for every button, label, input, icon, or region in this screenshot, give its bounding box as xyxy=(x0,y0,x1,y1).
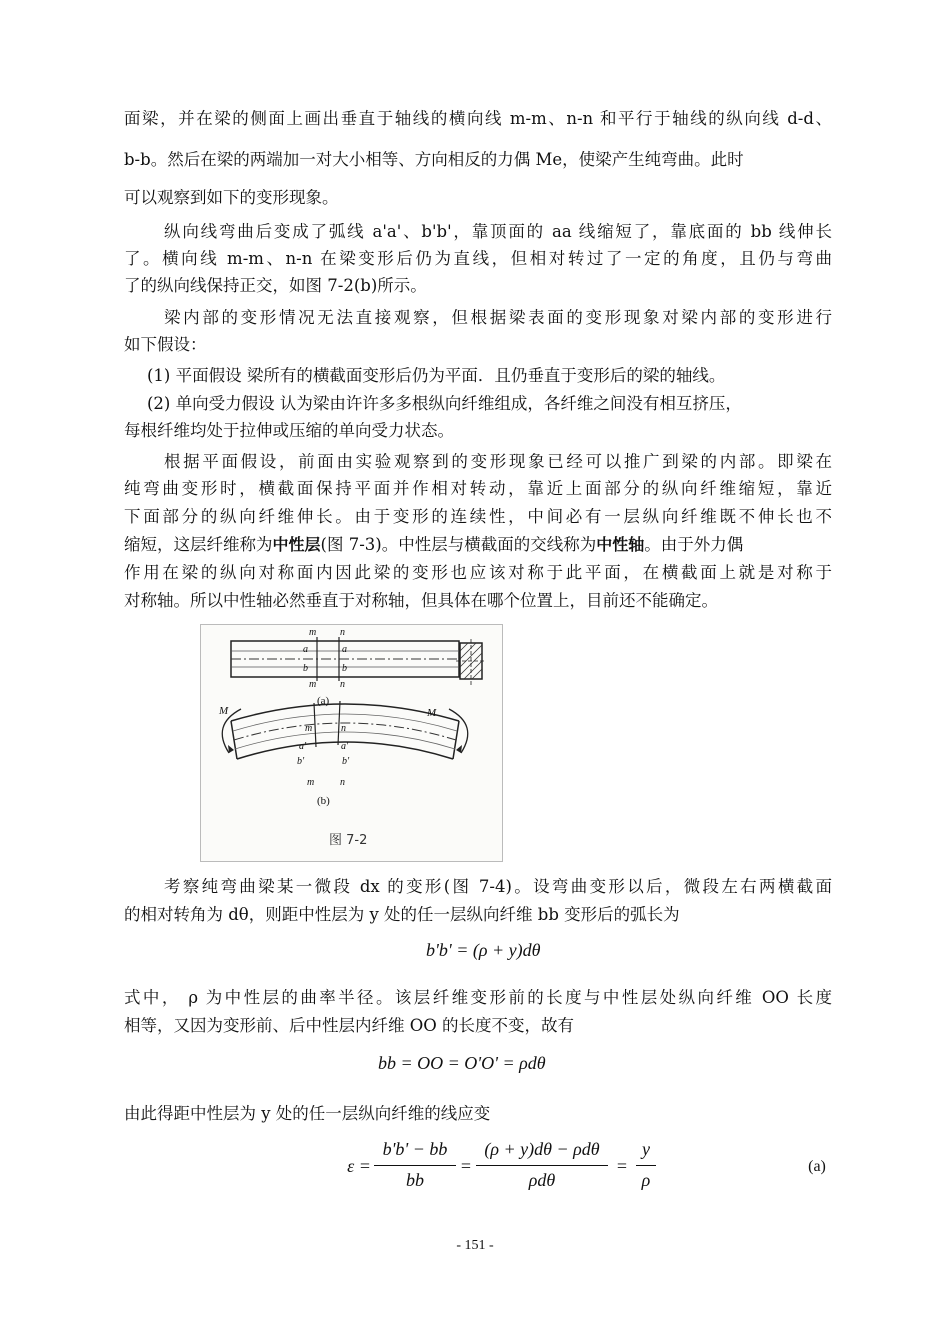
label-b-prime: b' xyxy=(297,756,305,767)
label-n: n xyxy=(340,777,345,788)
label-n: n xyxy=(341,723,346,734)
text-line: 每根纤维均处于拉伸或压缩的单向受力状态。 xyxy=(124,421,454,440)
figure-caption: 图 7-2 xyxy=(329,833,368,848)
text-line: 了的纵向线保持正交，如图 7-2(b)所示。 xyxy=(124,276,427,295)
text-line: 由此得距中性层为 y 处的任一层纵向纤维的线应变 xyxy=(124,1104,491,1123)
fraction-bar xyxy=(374,1165,456,1166)
text-line: 式中， ρ 为中性层的曲率半径。该层纤维变形前的长度与中性层处纵向纤维 OO 长度 xyxy=(124,988,832,1007)
hypothesis-1: (1) 平面假设 梁所有的横截面变形后仍为平面．且仍垂直于变形后的梁的轴线。 xyxy=(147,366,726,385)
strain-lhs: ε = xyxy=(347,1156,371,1176)
frac-denominator: bb xyxy=(406,1170,424,1190)
formula-neutral-length: bb = OO = O'O' = ρdθ xyxy=(378,1053,546,1073)
label-n: n xyxy=(340,679,345,690)
text-line: 如下假设： xyxy=(124,335,207,354)
text-line: 下面部分的纵向纤维伸长。由于变形的连续性，中间必有一层纵向纤维既不伸长也不 xyxy=(124,507,832,526)
subfigure-b-label: (b) xyxy=(317,795,330,807)
text-span: (图 7-3)。中性层与横截面的交线称为 xyxy=(320,535,597,554)
text-span: 缩短，这层纤维称为 xyxy=(124,535,273,554)
text-line: 根据平面假设，前面由实验观察到的变形现象已经可以推广到梁的内部。即梁在 xyxy=(164,452,832,471)
text-line: 对称轴。所以中性轴必然垂直于对称轴，但具体在哪个位置上，目前还不能确定。 xyxy=(124,591,718,610)
label-a-prime: a' xyxy=(299,741,307,752)
text-line: 考察纯弯曲梁某一微段 dx 的变形(图 7-4)。设弯曲变形以后，微段左右两横截面 xyxy=(164,877,832,896)
frac-denominator: ρdθ xyxy=(528,1170,556,1190)
text-line: 了。横向线 m-m、n-n 在梁变形后仍为直线，但相对转过了一定的角度，且仍与弯曲 xyxy=(124,249,832,268)
beam-diagram xyxy=(201,625,502,861)
text-line: 的相对转角为 dθ，则距中性层为 y 处的任一层纵向纤维 bb 变形后的弧长为 xyxy=(124,905,680,924)
label-a: a xyxy=(303,644,308,655)
frac-numerator: y xyxy=(642,1139,650,1159)
label-a: a xyxy=(342,644,347,655)
label-m: m xyxy=(305,723,313,734)
label-b: b xyxy=(342,663,347,674)
frac-numerator: (ρ + y)dθ − ρdθ xyxy=(484,1139,600,1159)
text-line: 可以观察到如下的变形现象。 xyxy=(124,188,339,207)
frac-numerator: b'b' − bb xyxy=(382,1139,448,1159)
text-line: 梁内部的变形情况无法直接观察，但根据梁表面的变形现象对梁内部的变形进行 xyxy=(164,308,832,327)
equation-tag: (a) xyxy=(808,1158,826,1175)
figure-7-2 xyxy=(200,624,503,862)
label-a-prime: a' xyxy=(341,741,349,752)
fraction-bar xyxy=(636,1165,656,1166)
text-line: 面梁，并在梁的侧面上画出垂直于轴线的横向线 m-m、n-n 和平行于轴线的纵向线 d-d、 xyxy=(124,109,832,128)
equals-sign: = xyxy=(460,1156,472,1176)
frac-denominator: ρ xyxy=(641,1170,651,1190)
formula-arc-length: b'b' = (ρ + y)dθ xyxy=(426,940,541,960)
label-M: M xyxy=(219,705,229,717)
label-m: m xyxy=(309,679,317,690)
label-b: b xyxy=(303,663,308,674)
fraction-bar xyxy=(476,1165,608,1166)
text-line: 纯弯曲变形时，横截面保持平面并作相对转动，靠近上面部分的纵向纤维缩短，靠近 xyxy=(124,479,832,498)
term-neutral-axis: 中性轴 xyxy=(596,535,645,554)
text-line: 相等，又因为变形前、后中性层内纤维 OO 的长度不变，故有 xyxy=(124,1016,575,1035)
term-neutral-layer: 中性层 xyxy=(272,535,321,554)
label-m: m xyxy=(309,627,317,638)
page-number: - 151 - xyxy=(456,1238,494,1253)
text-line: b-b。然后在梁的两端加一对大小相等、方向相反的力偶 Me，使梁产生纯弯曲。此时 xyxy=(124,150,744,169)
label-m: m xyxy=(307,777,315,788)
text-line: 作用在梁的纵向对称面内因此梁的变形也应该对称于此平面，在横截面上就是对称于 xyxy=(124,563,832,582)
text-line: 纵向线弯曲后变成了弧线 a'a'、b'b'，靠顶面的 aa 线缩短了，靠底面的 bb 线伸长 xyxy=(164,222,832,241)
hypothesis-2: (2) 单向受力假设 认为梁由许许多多根纵向纤维组成，各纤维之间没有相互挤压， xyxy=(147,394,742,413)
subfigure-a-label: (a) xyxy=(317,695,330,707)
label-n: n xyxy=(340,627,345,638)
label-b-prime: b' xyxy=(342,756,350,767)
text-line xyxy=(124,533,832,557)
label-M: M xyxy=(427,707,437,719)
equals-sign: = xyxy=(616,1156,628,1176)
text-span: 。由于外力偶 xyxy=(644,535,744,554)
